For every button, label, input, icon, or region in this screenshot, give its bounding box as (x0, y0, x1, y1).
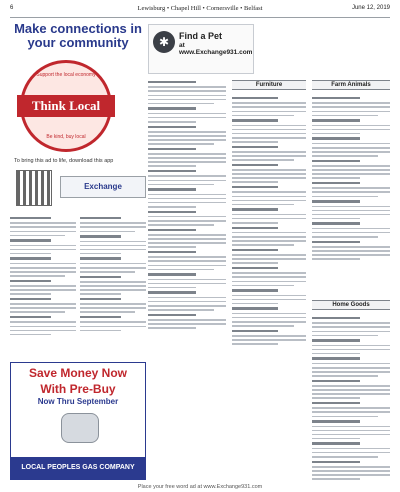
find-pet-url[interactable]: at www.Exchange931.com (179, 42, 253, 56)
propane-company: LOCAL PEOPLES GAS COMPANY (11, 457, 145, 479)
column3-ads (148, 78, 226, 331)
column5-ads (312, 94, 390, 262)
find-a-pet-box[interactable] (148, 24, 254, 74)
badge-ribbon: Think Local (17, 95, 115, 117)
badge-top-text: Support the local economy (36, 72, 96, 78)
column4-ads (232, 94, 306, 347)
propane-headline-3: Now Thru September (37, 397, 119, 406)
paper-towns: Lewisburg • Chapel Hill • Cornersville • Belfast (137, 5, 263, 12)
masthead (10, 3, 390, 18)
badge-bottom-text: Be kind, buy local (46, 134, 86, 140)
app-download-note: To bring this ad to life, download this app (14, 158, 114, 164)
propane-prebuy-ad (10, 362, 146, 480)
section-home-goods: Home Goods (312, 300, 390, 310)
page-footer: Place your free word ad at www.Exchange931.com (137, 484, 263, 490)
propane-headline-1: Save Money Now (28, 366, 128, 380)
exchange-logo: Exchange (60, 176, 146, 198)
column2-ads (80, 214, 146, 334)
think-local-badge (20, 60, 112, 152)
section-furniture: Furniture (232, 80, 306, 90)
section-farm-animals: Farm Animals (312, 80, 390, 90)
paw-icon: ✱ (153, 31, 175, 53)
column1-ads (10, 214, 76, 338)
page-number: 6 (10, 5, 14, 11)
find-pet-title: Find a Pet (179, 31, 223, 41)
propane-headline-2: With Pre-Buy (40, 382, 116, 396)
qr-code-icon[interactable] (16, 170, 52, 206)
connect-title: Make connections in your community (14, 21, 142, 50)
issue-date: June 12, 2019 (351, 5, 390, 11)
propane-tank-icon (61, 413, 99, 443)
column6-ads (312, 314, 390, 482)
